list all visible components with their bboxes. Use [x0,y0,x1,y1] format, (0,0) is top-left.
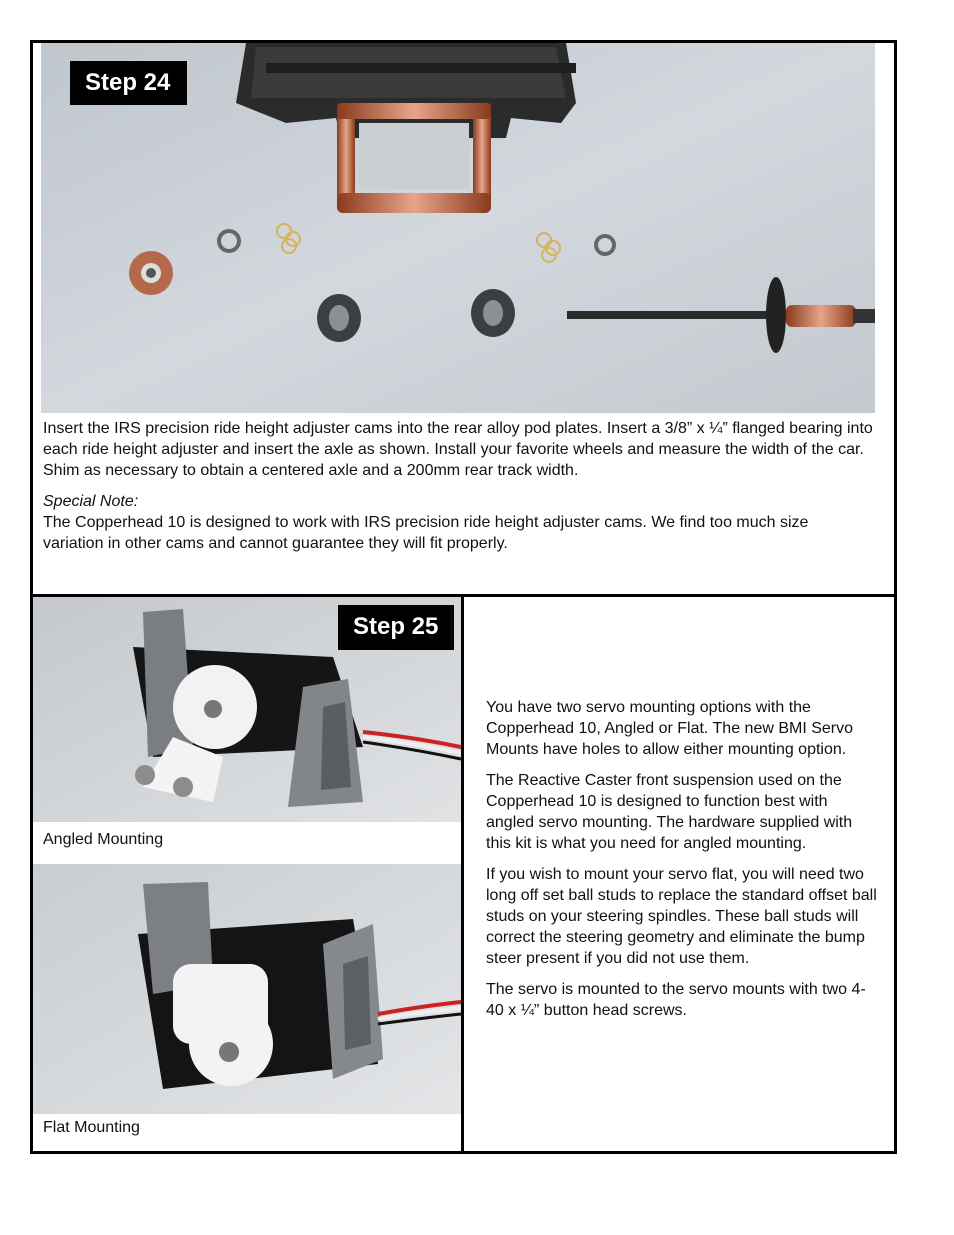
angled-mounting-caption: Angled Mounting [43,831,164,848]
step25-paragraph-2: The Reactive Caster front suspension used on the Copperhead 10 is designed to function best with angled servo mounting. The hardware supplied with this kit is what you need for angled mounting. [486,772,853,852]
column-divider [461,594,464,1154]
step25-paragraph-4: The servo is mounted to the servo mounts with two 4-40 x ¼” button head screws. [486,981,866,1019]
step25-label: Step 25 [338,605,454,650]
step24-label: Step 24 [70,61,187,105]
step24-note-body: The Copperhead 10 is designed to work with IRS precision ride height adjuster cams. We find too much size variation in other cams and cannot guarantee they will fit properly. [43,514,809,552]
step24-text [43,418,873,554]
step25-text [486,697,878,1031]
step25-paragraph-3: If you wish to mount your servo flat, you will need two long off set ball studs to replace the standard offset ball studs on your steering spindles. These ball studs will correct the steering geometry and eliminate the bump steer present if you did not use them. [486,866,877,967]
step24-body: Insert the IRS precision ride height adjuster cams into the rear alloy pod plates. Insert a 3/8” x ¼” flanged bearing into each ride height adjuster and insert the axle as shown. Install your favorite wheels and measure the width of the car. Shim as necessary to obtain a centered axle and a 200mm rear track width. [43,420,873,479]
flat-mounting-caption: Flat Mounting [43,1119,140,1136]
step25-paragraph-1: You have two servo mounting options with the Copperhead 10, Angled or Flat. The new BMI Servo Mounts have holes to allow either mounting option. [486,699,854,758]
step24-note-label: Special Note: [43,493,139,510]
flat-mounting-photo [33,864,461,1114]
